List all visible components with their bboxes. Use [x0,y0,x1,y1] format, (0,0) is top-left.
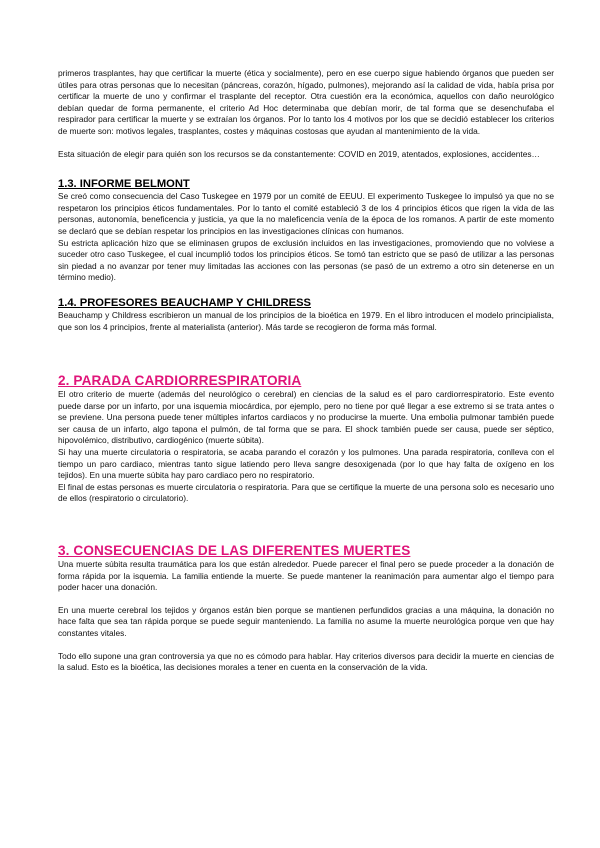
section-2-paragraph-3: El final de estas personas es muerte circulatoria o respiratoria. Para que se certifique la muerte de una persona solo es necesario uno de ellos (respiratorio o circulatorio). [58,481,554,504]
section-1-3-paragraph-1: Se creó como consecuencia del Caso Tuskegee en 1979 por un comité de EEUU. El experimento Tuskegee lo impulsó ya que no se respetaron los principios éticos fundamentales. Por lo tanto el comité estableció 3 de los 4 principios éticos que rigen la vida de las personas, autonomía, beneficencia y justicia, ya que la no maleficencia venía de la época de los romanos. A partir de este momento se declaró que se debían respetar los principios en las investigaciones clínicas con humanos. [58,191,554,236]
section-2-paragraph-2: Si hay una muerte circulatoria o respiratoria, se acaba parando el corazón y los pulmones. Una parada respiratoria, conlleva con el tiempo un paro cardiaco, mientras tanto sigue latiendo pero lleva sangre desoxigenada (por lo que hay falta de oxígeno en los tejidos). En una muerte súbita hay paro cardiaco pero no respiratorio. [58,447,554,481]
section-3-heading: 3. CONSECUENCIAS DE LAS DIFERENTES MUERTES [58,543,411,559]
section-1-3-paragraph-2: Su estricta aplicación hizo que se eliminasen grupos de exclusión incluidos en las investigaciones, promoviendo que no volviese a suceder otro caso Tuskegee, el cual incumplió todos los principios éticos. Se tomó tan estricto que se pasó de utilizar a las personas sin piedad a no avanzar por tener muy limitadas las acciones con las personas (se pasó de un extremo a otro sin detenerse en un término medio). [58,237,554,283]
section-2-paragraph-1: El otro criterio de muerte (además del neurológico o cerebral) en ciencias de la salud es el paro cardiorrespiratorio. Este evento puede darse por un infarto, por una isquemia miocárdica, por ejemplo, pero no tiene por qué llegar a ese extremo si se trata antes o se previene. Una persona puede tener múltiples infartos cardiacos y no producirse la muerte. Una embolia pulmonar también puede ser causa de un infarto, algo tapona el pulmón, de tal forma que se para. El shock también puede ser causa, puede ser séptico, hipovolémico, distributivo, cardiogénico (muerte súbita). [58,389,554,446]
section-1-3-heading: 1.3. INFORME BELMONT [58,178,190,191]
section-1-4-heading: 1.4. PROFESORES BEAUCHAMP Y CHILDRESS [58,296,312,309]
intro-paragraph-2: Esta situación de elegir para quién son los recursos se da constantemente: COVID en 2019, atentados, explosiones, accidentes… [58,148,540,159]
section-3-paragraph-2: En una muerte cerebral los tejidos y órganos están bien porque se mantienen perfundidos gracias a una máquina, la donación no hace falta que sea tan rápida porque se puede seguir manteniendo. La familia no asume la muerte neurológica porque ven que hay constantes vitales. [58,604,554,638]
section-2-heading: 2. PARADA CARDIORRESPIRATORIA [58,373,302,389]
section-1-4-paragraph-1: Beauchamp y Childress escribieron un manual de los principios de la bioética en 1979. En el libro introducen el modelo principialista, que son los 4 principios, frente al materialista (anterior). Más tarde se recogieron de forma más formal. [58,309,554,332]
section-3-paragraph-3: Todo ello supone una gran controversia ya que no es cómodo para hablar. Hay criterios diversos para decidir la muerte en ciencias de la salud. Esto es la bioética, las decisiones morales a tener en cuenta en la conservación de la vida. [58,650,554,673]
section-3-paragraph-1: Una muerte súbita resulta traumática para los que están alrededor. Puede parecer el final pero se puede proceder a la donación de forma rápida por la isquemia. La familia entiende la muerte. Se puede mantener la reanimación para aumentar algo el tiempo para poder hacer una donación. [58,559,554,593]
intro-paragraph-1: primeros trasplantes, hay que certificar la muerte (ética y socialmente), pero en ese cuerpo sigue habiendo órganos que pueden ser útiles para otras personas que lo necesitan (páncreas, corazón, hígado, pulmones), mejorando así la calidad de vida, había prisa por certificar la muerte de uno y confirmar el trasplante del receptor. Otra cuestión era la económica, aquellos con daño neurológico debían quedar de forma permanente, el criterio Ad Hoc determinaba que debían morir, de tal forma que se desenchufaba el respirador para certificar la muerte y se extraían los órganos. Por lo tanto los 4 motivos por los que se decidió establecer los criterios de muerte son: motivos legales, trasplantes, costes y máquinas costosas que ayudan al mantenimiento de la vida. [58,68,554,136]
document-page [58,68,554,674]
